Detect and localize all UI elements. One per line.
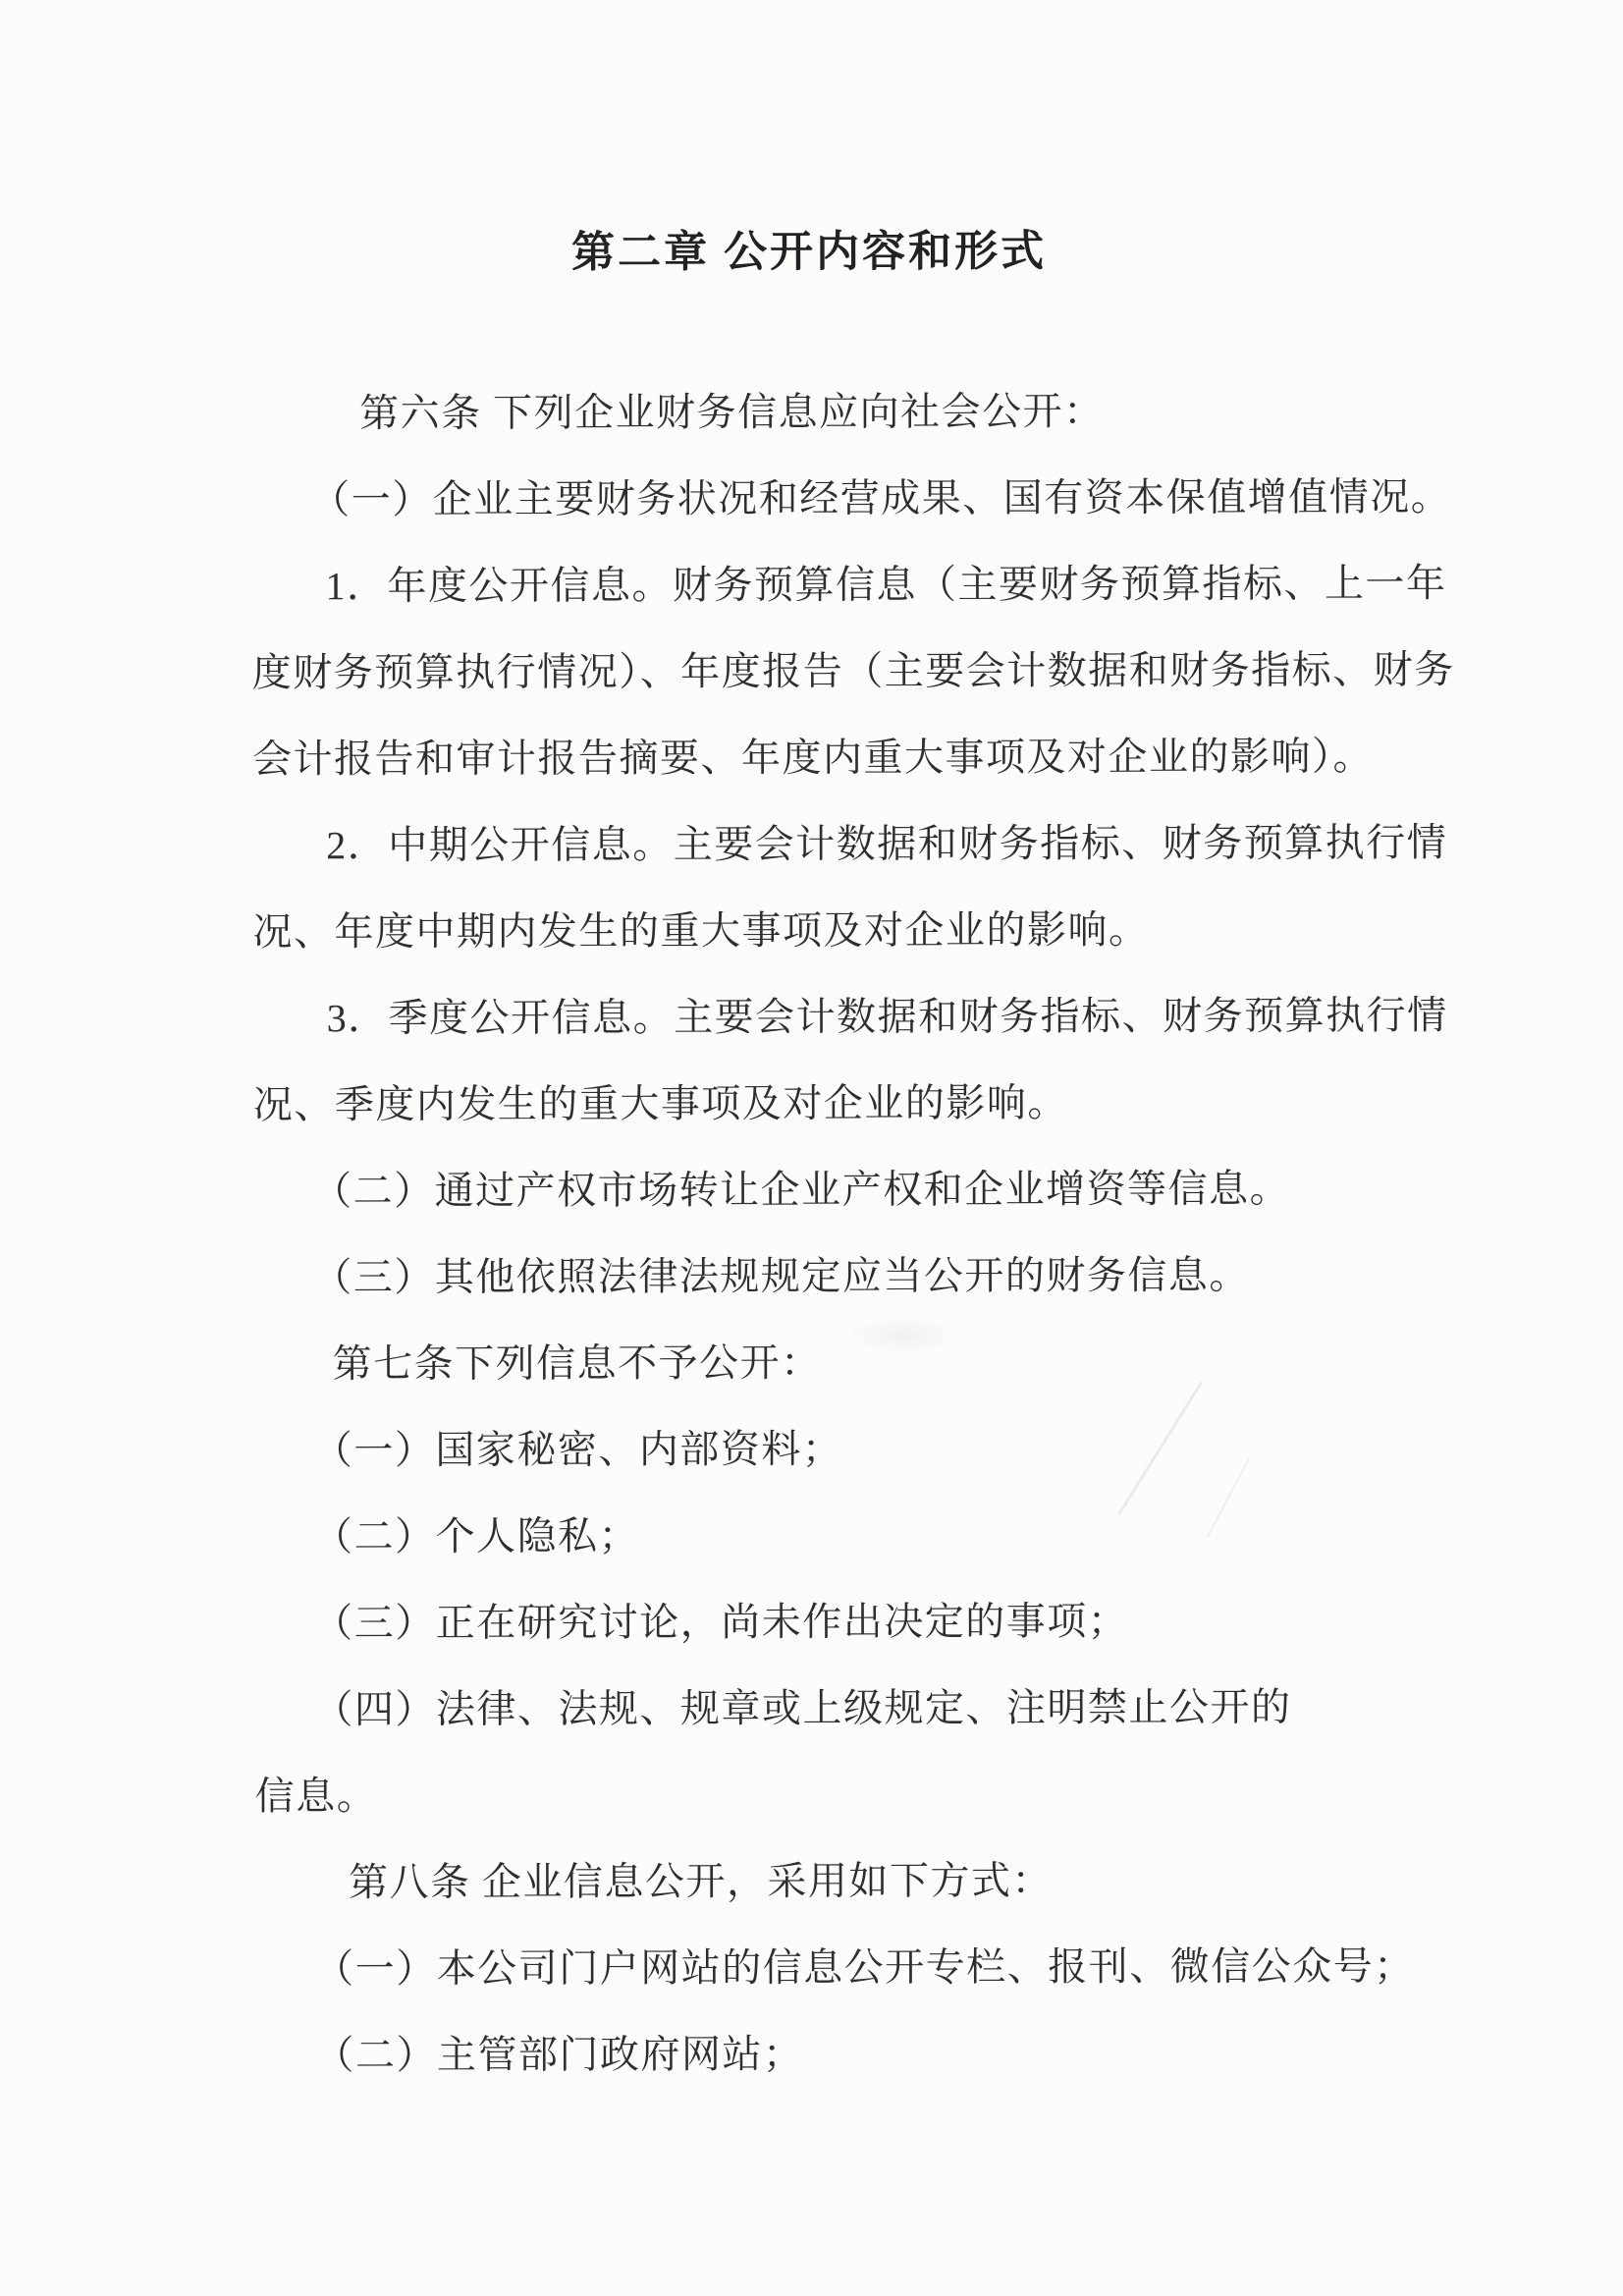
document-line: 2．中期公开信息。主要会计数据和财务指标、财务预算执行情 [326,820,1448,868]
chapter-title: 第二章 公开内容和形式 [571,227,1048,277]
document-body [251,367,1474,2099]
document-line: （一）国家秘密、内部资料； [312,1426,843,1473]
document-line: 3．季度公开信息。主要会计数据和财务指标、财务预算执行情 [326,993,1448,1041]
document-line: （三）正在研究讨论，尚未作出决定的事项； [313,1599,1129,1646]
document-line: 第七条下列信息不予公开： [332,1339,822,1387]
document-line: （二）通过产权市场转让企业产权和企业增资等信息。 [312,1166,1291,1214]
document-line: （二）主管部门政府网站； [314,2032,804,2078]
document-line: 第八条 企业信息公开，采用如下方式： [348,1858,1054,1905]
document-line: 度财务预算执行情况）、年度报告（主要会计数据和财务指标、财务 [251,647,1455,695]
document-line: （二）个人隐私； [312,1513,640,1559]
document-line: （三）其他依照法律法规规定应当公开的财务信息。 [312,1252,1250,1300]
document-line: 会计报告和审计报告摘要、年度内重大事项及对企业的影响）。 [251,734,1375,782]
document-line: 1．年度公开信息。财务预算信息（主要财务预算指标、上一年 [325,561,1447,609]
document-line: 信息。 [254,1774,378,1819]
document-line: 况、季度内发生的重大事项及对企业的影响。 [252,1080,1068,1127]
document-line: 第六条 下列企业财务信息应向社会公开： [358,389,1105,436]
document-line: （一）本公司门户网站的信息公开专栏、报刊、微信公众号； [314,1943,1415,1992]
document-line: （一）企业主要财务状况和经营成果、国有资本保值增值情况。 [310,474,1452,522]
document-line: （四）法律、法规、规章或上级规定、注明禁止公开的 [313,1684,1292,1732]
document-line: 况、年度中期内发生的重大事项及对企业的影响。 [252,907,1150,955]
